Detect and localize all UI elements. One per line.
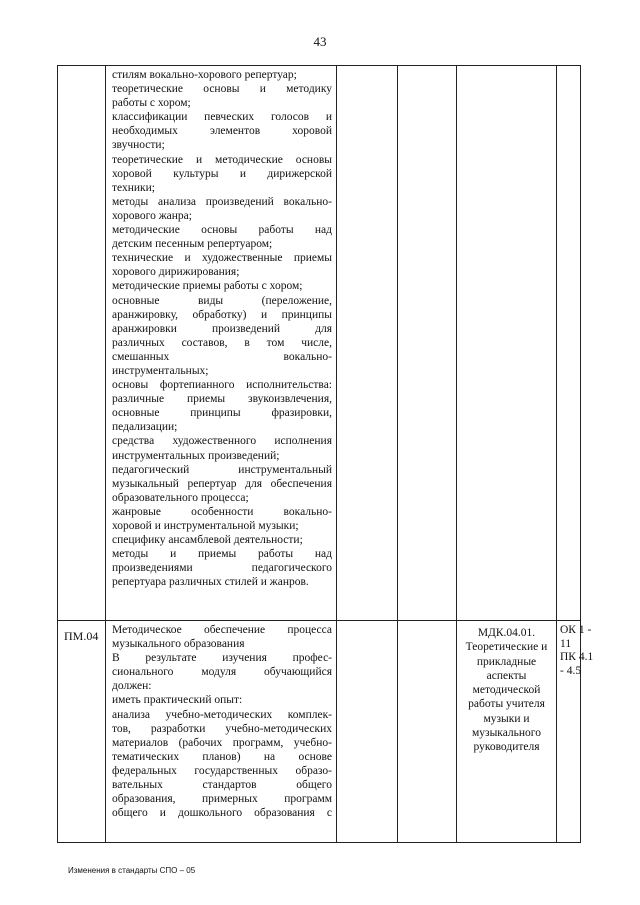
text-line: инструментальных; (112, 364, 209, 377)
mdk-title (457, 621, 556, 755)
text-line: музыки и (483, 712, 530, 725)
text-line: педализации; (112, 421, 178, 434)
text-line: В результате изучения профес- (112, 652, 332, 665)
text-line: работы с хором; (112, 97, 191, 110)
text-line: МДК.04.01. (477, 627, 536, 639)
text-line: методы и приемы работы над (112, 548, 332, 561)
text-line: ПК 4.1 (560, 651, 594, 663)
index-cell (58, 66, 106, 621)
text-line: теоретические и методические основы (112, 153, 332, 166)
module-content-cell (106, 621, 337, 843)
text-line: должен: (112, 680, 152, 693)
table-row-continued (58, 66, 581, 621)
page-number: 43 (313, 34, 327, 49)
text-line: иметь практический опыт: (112, 694, 243, 707)
text-line: произведениями педагогического (112, 562, 332, 575)
text-line: музыкального образования (112, 638, 245, 651)
text-line: анализа учебно-методических комплек- (112, 708, 332, 721)
text-line: Теоретические и (465, 641, 548, 654)
text-line: образовательного процесса; (112, 491, 249, 504)
text-line: педагогический инструментальный (112, 463, 332, 476)
module-hours-max-cell (337, 621, 398, 843)
text-line: аранжировки произведений для (112, 322, 332, 335)
text-line: аспекты (486, 669, 527, 682)
module-hours-required-cell (398, 621, 457, 843)
footer-note: Изменения в стандарты СПО – 05 (68, 866, 196, 875)
text-line: музыкальный репертуар для обеспечения (112, 477, 332, 490)
text-line: вательных стандартов общего (112, 779, 332, 792)
continued-text (106, 66, 336, 589)
text-line: хоровой и инструментальной музыки; (112, 520, 299, 532)
text-line: жанровые особенности вокально- (112, 505, 332, 518)
text-line: образования, примерных программ (112, 793, 332, 806)
text-line: смешанных вокально- (112, 350, 332, 363)
text-line: хорового жанра; (112, 209, 192, 222)
mdk-cell (457, 66, 557, 621)
text-line: методические приемы работы с хором; (112, 280, 303, 293)
text-line: федеральных государственных образо- (112, 764, 332, 777)
text-line: хоровой культуры и дирижерской (112, 167, 332, 180)
text-line: детским песенным репертуаром; (112, 238, 273, 251)
text-line: основы фортепианного исполнительства: (112, 379, 332, 392)
text-line: различных составов, в том числе, (112, 336, 332, 349)
standard-table (57, 65, 594, 843)
text-line: сионального модуля обучающийся (112, 666, 332, 679)
text-line: стилям вокально-хорового репертуар; (112, 69, 297, 81)
text-line: теоретические основы и методику (112, 83, 332, 96)
text-line: специфику ансамблевой деятельности; (112, 534, 303, 547)
text-line: средства художественного исполнения (112, 435, 332, 448)
text-line: материалов (рабочих программ, учебно- (112, 736, 332, 749)
text-line: тематических планов) на основе (112, 750, 332, 763)
module-text (106, 621, 336, 820)
module-code: ПМ.04 (64, 629, 99, 643)
text-line: хорового дирижирования; (112, 266, 240, 279)
text-line: музыкального (472, 727, 541, 740)
text-line: необходимых элементов хоровой (112, 125, 332, 138)
table-row-pm04 (58, 621, 581, 843)
text-line: техники; (112, 181, 155, 194)
module-mdk-cell (457, 621, 557, 843)
text-line: методы анализа произведений вокально- (112, 195, 332, 208)
text-line: руководителя (473, 741, 540, 754)
text-line: основные принципы фразировки, (112, 407, 332, 420)
text-line: различные приемы звукоизвлечения, (112, 393, 332, 406)
text-line: прикладные (476, 655, 537, 668)
text-line: работы учителя (468, 698, 545, 711)
competence-cell (557, 66, 581, 621)
text-line: методической (472, 684, 541, 697)
text-line: инструментальных произведений; (112, 449, 280, 462)
text-line: основные виды (переложение, (112, 294, 332, 307)
text-line: тов, разработки учебно-методических (112, 722, 332, 735)
text-line: аранжировку, обработку) и принципы (112, 308, 332, 321)
hours-required-cell (398, 66, 457, 621)
module-code-cell (58, 621, 106, 843)
text-line: - 4.5 (560, 664, 582, 677)
text-line: общего и дошкольного образования с (112, 807, 332, 820)
text-line: классификации певческих голосов и (112, 111, 332, 124)
text-line: Методическое обеспечение процесса (112, 624, 332, 636)
text-line: ОК 1 - (560, 624, 592, 636)
content-cell (106, 66, 337, 621)
module-competence-cell (557, 621, 594, 843)
text-line: методические основы работы над (112, 224, 332, 237)
hours-max-cell (337, 66, 398, 621)
text-line: 11 (560, 637, 572, 650)
text-line: репертуара различных стилей и жанров. (112, 576, 309, 589)
text-line: звучности; (112, 139, 165, 152)
competence-codes (557, 621, 594, 678)
text-line: технические и художественные приемы (112, 252, 332, 265)
